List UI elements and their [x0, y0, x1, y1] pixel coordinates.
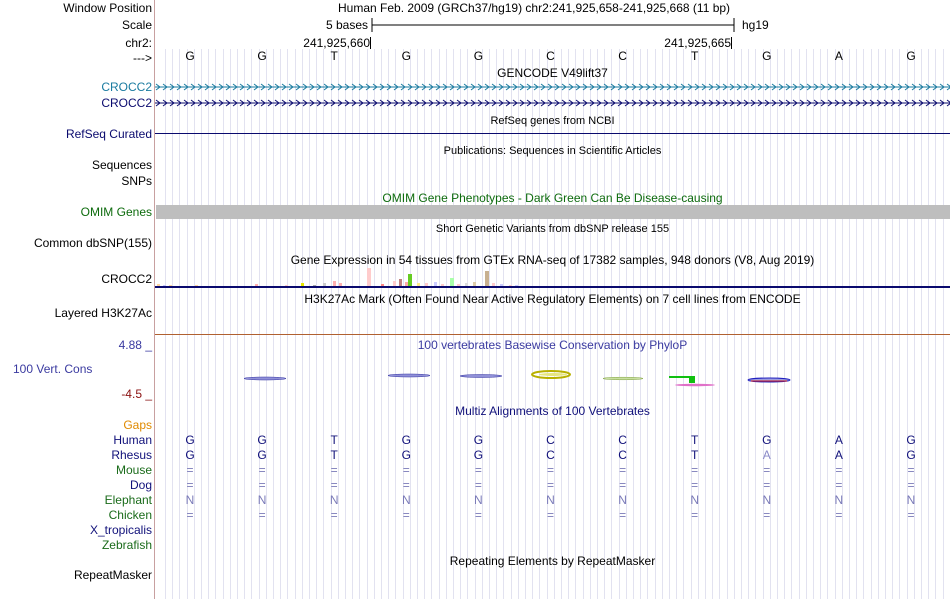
- alignment-base: N: [329, 493, 339, 507]
- alignment-base: =: [691, 508, 699, 522]
- grid-line: [237, 49, 238, 599]
- base-letter: C: [546, 49, 555, 63]
- grid-line: [215, 49, 216, 599]
- alignment-base: =: [619, 508, 627, 522]
- grid-line: [748, 49, 749, 599]
- grid-line: [827, 49, 828, 599]
- alignment-base: G: [401, 433, 411, 447]
- alignment-base: G: [906, 448, 916, 462]
- alignment-base: N: [618, 493, 627, 507]
- base-sequence: [155, 49, 950, 64]
- alignment-base: =: [402, 508, 410, 522]
- repeat-label[interactable]: RepeatMasker: [73, 568, 152, 582]
- alignment-base: =: [907, 463, 915, 477]
- alignment-base: A: [834, 433, 843, 447]
- grid-line: [755, 49, 756, 599]
- alignment-base: C: [546, 448, 555, 462]
- alignment-base: G: [473, 448, 484, 462]
- grid-line: [568, 49, 569, 599]
- gtex-track-title: Gene Expression in 54 tissues from GTEx RNA-seq of 17382 samples, 948 donors (V8, Aug 2019): [290, 253, 815, 267]
- grid-line: [345, 49, 346, 599]
- alignment-base: =: [619, 463, 627, 477]
- alignment-base: G: [762, 433, 772, 447]
- alignment-base: A: [834, 448, 843, 462]
- base-letter: G: [185, 49, 195, 63]
- grid-line: [784, 49, 785, 599]
- alignment-base: =: [907, 478, 915, 492]
- alignment-base: =: [835, 478, 843, 492]
- grid-line: [590, 49, 591, 599]
- alignment-base: T: [330, 433, 338, 447]
- species-label[interactable]: Mouse: [115, 463, 152, 477]
- alignment-base: T: [691, 448, 699, 462]
- pubs-track-title: Publications: Sequences in Scientific Articles: [443, 145, 662, 157]
- grid-line: [727, 49, 728, 599]
- refseq-track-title: RefSeq genes from NCBI: [490, 115, 615, 127]
- alignment-base: N: [546, 493, 555, 507]
- alignment-base: G: [257, 433, 267, 447]
- grid-line: [820, 49, 821, 599]
- alignment-base: =: [546, 508, 554, 522]
- alignment-base: =: [402, 463, 410, 477]
- window-position-value: Human Feb. 2009 (GRCh37/hg19) chr2:241,925,658-241,925,668 (11 bp): [338, 1, 731, 15]
- grid-line: [719, 49, 720, 599]
- cons-track-title: 100 vertebrates Basewise Conservation by PhyloP: [417, 338, 688, 352]
- grid-line: [208, 49, 209, 599]
- base-letter: G: [762, 49, 772, 63]
- alignment-base: =: [546, 463, 554, 477]
- grid-line: [352, 49, 353, 599]
- omim-gene-bar[interactable]: [156, 205, 950, 219]
- base-letter: T: [330, 49, 338, 63]
- sequences-label[interactable]: Sequences: [91, 158, 152, 172]
- gencode-gene-label-2[interactable]: CROCC2: [101, 96, 152, 110]
- position-right-tick: [731, 37, 732, 49]
- grid-line: [367, 49, 368, 599]
- alignment-base: C: [546, 433, 555, 447]
- grid-line: [244, 49, 245, 599]
- alignment-base: =: [546, 478, 554, 492]
- alignment-base: G: [473, 433, 484, 447]
- grid-line: [223, 49, 224, 599]
- alignment-base: =: [474, 463, 482, 477]
- grid-line: [446, 49, 447, 599]
- omim-label[interactable]: OMIM Genes: [80, 205, 152, 219]
- species-label[interactable]: Zebrafish: [101, 538, 152, 552]
- grid-line: [323, 49, 324, 599]
- grid-line: [511, 49, 512, 599]
- alignment-base: =: [402, 478, 410, 492]
- grid-line: [611, 49, 612, 599]
- grid-line: [878, 49, 879, 599]
- grid-line: [316, 49, 317, 599]
- grid-line: [165, 49, 166, 599]
- position-left-tick: [370, 37, 371, 49]
- alignment-base: =: [258, 508, 266, 522]
- strand-label: --->: [133, 51, 152, 65]
- alignment-base: =: [474, 508, 482, 522]
- gencode-track-title: GENCODE V49lift37: [497, 66, 608, 80]
- alignment-base: G: [257, 448, 267, 462]
- grid-line: [309, 49, 310, 599]
- gencode-transcript-2[interactable]: [155, 96, 950, 110]
- alignment-base: N: [401, 493, 411, 507]
- grid-line: [539, 49, 540, 599]
- alignment-base: A: [762, 448, 771, 462]
- grid-line: [734, 49, 735, 599]
- alignment-base: =: [258, 463, 266, 477]
- grid-line: [899, 49, 900, 599]
- grid-line: [295, 49, 296, 599]
- dbsnp-track-title: Short Genetic Variants from dbSNP release 155: [435, 223, 670, 235]
- alignment-base: =: [835, 463, 843, 477]
- grid-line: [871, 49, 872, 599]
- grid-line: [359, 49, 360, 599]
- alignment-base: T: [330, 448, 338, 462]
- grid-line: [640, 49, 641, 599]
- grid-line: [943, 49, 944, 599]
- grid-line: [712, 49, 713, 599]
- alignment-base: =: [835, 508, 843, 522]
- scale-db: hg19: [742, 18, 769, 32]
- gtex-expression-bars[interactable]: [155, 266, 950, 288]
- grid-line: [273, 49, 274, 599]
- species-label[interactable]: Rhesus: [111, 448, 152, 462]
- grid-line: [604, 49, 605, 599]
- alignment-base: =: [330, 463, 338, 477]
- grid-line: [575, 49, 576, 599]
- gtex-label[interactable]: CROCC2: [101, 272, 152, 286]
- grid-line: [892, 49, 893, 599]
- species-label[interactable]: X_tropicalis: [89, 523, 152, 537]
- h3k-signal-baseline[interactable]: [155, 334, 950, 335]
- alignment-base: =: [691, 463, 699, 477]
- grid-line: [583, 49, 584, 599]
- grid-line: [302, 49, 303, 599]
- alignment-base: T: [691, 433, 699, 447]
- grid-line: [561, 49, 562, 599]
- alignment-base: =: [258, 478, 266, 492]
- grid-line: [935, 49, 936, 599]
- base-letter: T: [691, 49, 699, 63]
- grid-line: [885, 49, 886, 599]
- grid-line: [676, 49, 677, 599]
- grid-line: [647, 49, 648, 599]
- alignment-base: =: [619, 478, 627, 492]
- grid-line: [525, 49, 526, 599]
- alignment-base: G: [185, 433, 195, 447]
- grid-line: [439, 49, 440, 599]
- h3k-track-title: H3K27Ac Mark (Often Found Near Active Regulatory Elements) on 7 cell lines from ENCODE: [304, 292, 801, 306]
- grid-line: [417, 49, 418, 599]
- alignment-base: C: [618, 433, 627, 447]
- grid-line: [741, 49, 742, 599]
- alignment-base: C: [618, 448, 627, 462]
- grid-line: [813, 49, 814, 599]
- chr-label: chr2:: [125, 36, 152, 50]
- species-label[interactable]: Dog: [129, 478, 152, 492]
- cons-label[interactable]: 100 Vert. Cons: [13, 362, 93, 376]
- multiz-track-title: Multiz Alignments of 100 Vertebrates: [455, 404, 650, 418]
- alignment-base: =: [691, 478, 699, 492]
- grid-line: [496, 49, 497, 599]
- alignment-base: =: [186, 463, 194, 477]
- base-letter: G: [257, 49, 267, 63]
- alignment-base: N: [185, 493, 195, 507]
- alignment-base: N: [690, 493, 700, 507]
- grid-line: [683, 49, 684, 599]
- grid-line: [791, 49, 792, 599]
- grid-line: [662, 49, 663, 599]
- grid-line: [460, 49, 461, 599]
- alignment-base: =: [763, 478, 771, 492]
- base-letter: C: [618, 49, 627, 63]
- alignment-base: =: [186, 478, 194, 492]
- gaps-label[interactable]: Gaps: [123, 418, 152, 432]
- gencode-transcript-1[interactable]: [155, 80, 950, 94]
- base-letter: G: [906, 49, 916, 63]
- grid-line: [532, 49, 533, 599]
- omim-track-title: OMIM Gene Phenotypes - Dark Green Can Be Disease-causing: [382, 191, 723, 205]
- species-label[interactable]: Human: [113, 433, 152, 447]
- scale-bar: [371, 16, 736, 34]
- dbsnp-label[interactable]: Common dbSNP(155): [33, 236, 152, 250]
- grid-line: [597, 49, 598, 599]
- grid-line: [467, 49, 468, 599]
- grid-line: [388, 49, 389, 599]
- base-letter: G: [473, 49, 484, 63]
- scale-bases: 5 bases: [325, 18, 368, 32]
- grid-line: [230, 49, 231, 599]
- grid-line: [705, 49, 706, 599]
- base-letter: A: [834, 49, 843, 63]
- alignment-base: =: [330, 508, 338, 522]
- species-label[interactable]: Elephant: [104, 493, 152, 507]
- grid-line: [251, 49, 252, 599]
- grid-line: [172, 49, 173, 599]
- grid-line: [799, 49, 800, 599]
- repeat-track-title: Repeating Elements by RepeatMasker: [449, 554, 656, 568]
- grid-line: [518, 49, 519, 599]
- refseq-gene-line[interactable]: [155, 133, 950, 134]
- grid-line: [503, 49, 504, 599]
- alignment-base: N: [834, 493, 844, 507]
- grid-line: [179, 49, 180, 599]
- grid-line: [280, 49, 281, 599]
- scale-label: Scale: [121, 18, 152, 32]
- grid-line: [453, 49, 454, 599]
- alignment-base: =: [186, 508, 194, 522]
- alignment-base: =: [763, 463, 771, 477]
- grid-line: [921, 49, 922, 599]
- grid-line: [381, 49, 382, 599]
- alignment-base: =: [474, 478, 482, 492]
- position-left: 241,925,660: [303, 36, 370, 50]
- grid-line: [806, 49, 807, 599]
- grid-line: [777, 49, 778, 599]
- window-position-label: Window Position: [63, 1, 152, 15]
- grid-line: [928, 49, 929, 599]
- species-label[interactable]: Chicken: [108, 508, 152, 522]
- grid-line: [201, 49, 202, 599]
- grid-line: [374, 49, 375, 599]
- snps-label[interactable]: SNPs: [121, 174, 152, 188]
- cons-max-label: 4.88 _: [118, 338, 152, 352]
- alignment-base: =: [763, 508, 771, 522]
- grid-line: [669, 49, 670, 599]
- grid-line: [287, 49, 288, 599]
- grid-line: [849, 49, 850, 599]
- gencode-gene-label-1[interactable]: CROCC2: [101, 80, 152, 94]
- h3k-label[interactable]: Layered H3K27Ac: [54, 306, 152, 320]
- alignment-base: N: [257, 493, 267, 507]
- position-right: 241,925,665: [664, 36, 731, 50]
- base-letter: G: [401, 49, 411, 63]
- grid-line: [424, 49, 425, 599]
- alignment-base: N: [906, 493, 916, 507]
- alignment-base: =: [330, 478, 338, 492]
- refseq-label[interactable]: RefSeq Curated: [65, 127, 152, 141]
- grid-line: [431, 49, 432, 599]
- grid-line: [655, 49, 656, 599]
- grid-line: [863, 49, 864, 599]
- grid-line: [395, 49, 396, 599]
- cons-phylop-graph[interactable]: [155, 366, 950, 390]
- grid-line: [856, 49, 857, 599]
- alignment-base: G: [906, 433, 916, 447]
- cons-min-label: -4.5 _: [121, 387, 152, 401]
- grid-line: [633, 49, 634, 599]
- alignment-base: N: [762, 493, 772, 507]
- alignment-base: G: [401, 448, 411, 462]
- alignment-base: N: [474, 493, 483, 507]
- alignment-base: G: [185, 448, 195, 462]
- grid-line: [489, 49, 490, 599]
- alignment-base: =: [907, 508, 915, 522]
